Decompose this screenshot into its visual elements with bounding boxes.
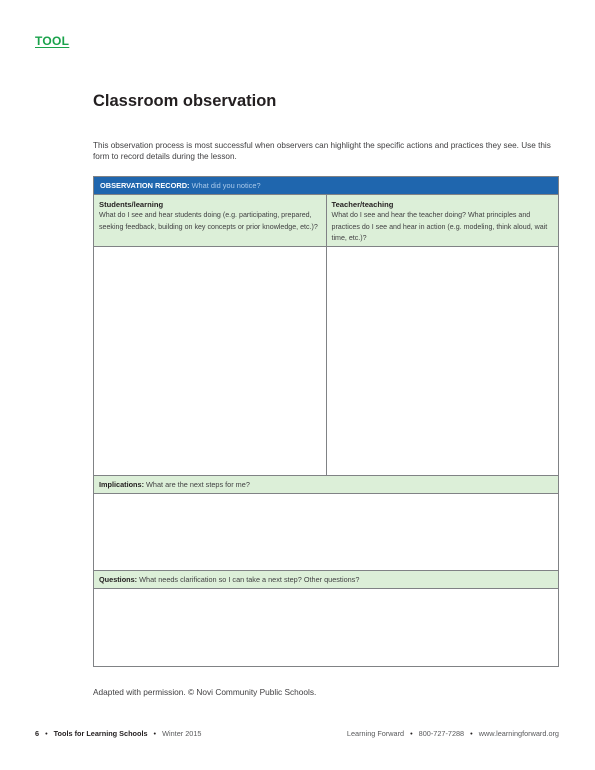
website-link[interactable]: www.learningforward.org	[478, 729, 559, 738]
implications-header	[94, 475, 558, 494]
students-column-title: Students/learning	[99, 200, 164, 209]
teacher-column-header	[327, 195, 559, 247]
footer-right	[347, 728, 559, 740]
footer-left	[35, 728, 201, 740]
questions-notes-area[interactable]	[94, 589, 558, 667]
teacher-column	[326, 195, 559, 475]
footer-separator: •	[410, 729, 413, 738]
page-footer	[35, 728, 559, 740]
form-header	[94, 177, 558, 194]
implications-prompt: What are the next steps for me?	[146, 480, 250, 489]
phone-number: 800-727-7288	[418, 729, 465, 738]
publication-name: Tools for Learning Schools	[53, 729, 148, 738]
section-tag: TOOL	[35, 34, 70, 48]
students-column-header	[94, 195, 326, 247]
students-column-prompt: What do I see and hear students doing (e.g. participating, prepared, seeking feedback, building on key concepts or prior knowledge, etc.)?	[99, 211, 318, 231]
credit-line: Adapted with permission. © Novi Community Public Schools.	[93, 687, 317, 697]
page-number: 6	[35, 729, 40, 738]
questions-label: Questions:	[99, 575, 138, 584]
teacher-column-prompt: What do I see and hear the teacher doing? What principles and practices do I see and hear in action (e.g. modeling, think aloud, wait time, etc.)?	[331, 211, 548, 242]
students-notes-area[interactable]	[94, 247, 326, 475]
observation-form	[93, 176, 559, 667]
organization-name: Learning Forward	[346, 729, 405, 738]
footer-separator: •	[470, 729, 473, 738]
footer-separator: •	[153, 729, 157, 738]
form-header-prompt: What did you notice?	[191, 181, 261, 190]
observation-columns	[94, 194, 558, 475]
students-column	[94, 195, 326, 475]
page-title: Classroom observation	[93, 92, 277, 110]
form-header-label: OBSERVATION RECORD:	[100, 181, 190, 190]
footer-separator: •	[45, 729, 48, 738]
intro-text: This observation process is most successful when observers can highlight the specific actions and practices they see. Use this form to record details during the lesson.	[93, 141, 551, 161]
teacher-notes-area[interactable]	[327, 247, 559, 475]
questions-prompt: What needs clarification so I can take a next step? Other questions?	[139, 575, 360, 584]
implications-label: Implications:	[99, 480, 145, 489]
issue-date: Winter 2015	[162, 729, 202, 738]
implications-notes-area[interactable]	[94, 494, 558, 570]
teacher-column-title: Teacher/teaching	[331, 200, 394, 209]
questions-header	[94, 570, 558, 589]
